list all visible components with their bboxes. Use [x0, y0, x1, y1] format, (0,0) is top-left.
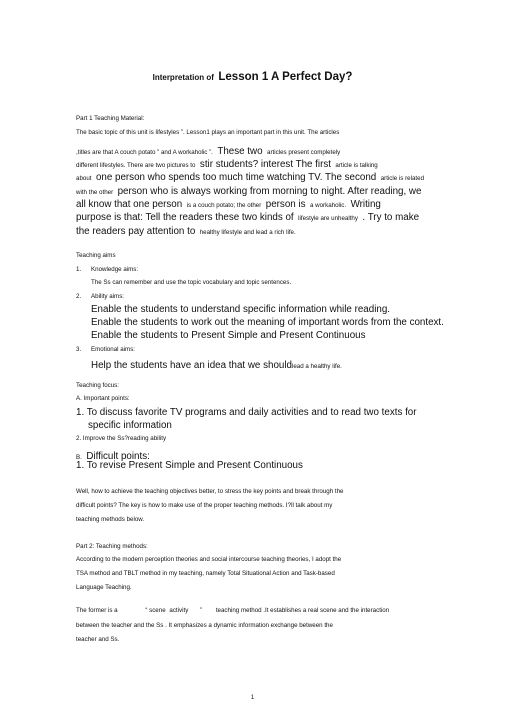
part1-line-6-large-1: all know that one person: [76, 199, 183, 210]
aim-3-text: [91, 356, 342, 372]
focus-heading: Teaching focus:: [76, 382, 119, 389]
part2-former-line-2: between the teacher and the Ss . It emphasizes a dynamic information exchange between the: [76, 622, 333, 629]
page-number: 1: [250, 695, 255, 701]
part1-line-8-large: the readers pay attention to: [76, 226, 196, 237]
part1-line-2-text: ,titles are that A couch potato ” and A workaholic ”.: [76, 149, 213, 156]
former-text-activity: activity: [169, 607, 189, 614]
part1-line-6-small-2: a workaholic.: [309, 202, 347, 209]
title-main: Lesson 1 A Perfect Day?: [218, 71, 353, 83]
part1-line-4-start: about: [76, 175, 92, 182]
part1-line-3-end: article is talking: [335, 162, 378, 169]
part1-line-1: The basic topic of this unit is lifestyles ”. Lesson1 plays an important part in this unit. The articles: [76, 129, 340, 136]
part2-line-3: Language Teaching.: [76, 584, 132, 591]
aim-2-text-1: Enable the students to understand specific information while reading.: [91, 304, 390, 315]
part1-line-8: [76, 222, 296, 238]
aim-1-label: Knowledge aims:: [91, 266, 139, 273]
important-points-label: A. Important points:: [76, 395, 130, 402]
methods-intro-line-1: Well, how to achieve the teaching objectives better, to stress the key points and break through the: [76, 488, 344, 495]
former-text-quote: ”: [200, 607, 203, 614]
part1-line-2-end: articles present completely: [267, 149, 341, 156]
aim-2: [76, 293, 124, 300]
difficult-point-1: 1. To revise Present Simple and Present Continuous: [76, 460, 303, 471]
part1-line-7-small: lifestyle are unhealthy: [298, 215, 358, 222]
methods-intro-line-2: difficult points? The key is how to make use of the proper teaching methods. I?ll talk about my: [76, 502, 333, 509]
former-text-rest: teaching method .It establishes a real scene and the interaction: [215, 607, 390, 614]
title-prefix: Interpretation of: [152, 73, 214, 82]
aim-2-text-3: Enable the students to Present Simple and Present Continuous: [91, 330, 366, 341]
important-point-2: 2. Improve the Ss?reading ability: [76, 435, 167, 442]
aim-3-label: Emotional aims:: [91, 346, 136, 353]
part2-line-2: TSA method and TBLT method in my teaching, namely Total Situational Action and Task-based: [76, 570, 335, 577]
methods-intro-line-3: teaching methods below.: [76, 516, 145, 523]
aim-2-number: 2.: [76, 293, 82, 300]
difficult-points-prefix: B.: [76, 454, 82, 461]
aim-1-number: 1.: [76, 266, 82, 273]
difficult-points-text: Difficult points:: [86, 451, 150, 462]
aim-3: [76, 346, 135, 353]
part1-line-5-large: person who is always working from morning to night. After reading, we: [117, 186, 422, 197]
part1-line-3-text: different lifestyles. There are two pictures to: [76, 162, 196, 169]
aim-3-text-small: lead a healthy life.: [291, 363, 342, 370]
aim-3-text-large: Help the students have an idea that we should: [91, 360, 292, 371]
part2-former-line-3: teacher and Ss.: [76, 636, 120, 643]
part1-line-7-large: purpose is that: Tell the readers these two kinds of: [76, 212, 294, 223]
aim-3-number: 3.: [76, 346, 82, 353]
aim-2-text-2: Enable the students to work out the meaning of important words from the context.: [91, 317, 444, 328]
page-title: [0, 67, 505, 85]
part1-line-6-large-3: Writing: [350, 199, 381, 210]
part1-line-8-small: healthy lifestyle and lead a rich life.: [199, 229, 296, 236]
part1-line-4-end: article is related: [380, 175, 425, 182]
aims-heading: Teaching aims: [76, 252, 116, 259]
part1-heading: Part 1 Teaching Material:: [76, 115, 145, 122]
aim-1: [76, 266, 138, 273]
aim-1-text: The Ss can remember and use the topic vocabulary and topic sentences.: [91, 279, 292, 286]
part2-line-1: According to the modern perception theories and social intercourse teaching theories, I adopt the: [76, 556, 342, 563]
former-text-a: The former is a: [76, 607, 118, 614]
part1-line-5-start: with the other: [76, 189, 114, 196]
part2-heading: Part 2: Teaching methods:: [76, 543, 148, 550]
former-text-scene: “ scene: [145, 607, 166, 614]
important-point-1-cont: specific information: [88, 420, 172, 431]
aim-2-label: Ability aims:: [91, 293, 125, 300]
part1-line-2-large: These two: [217, 146, 263, 157]
part1-line-4-large: one person who spends too much time watching TV. The second: [95, 172, 377, 183]
part1-line-6-large-2: person is: [265, 199, 306, 210]
part1-line-7-large-2: . Try to make: [362, 212, 420, 223]
part2-former-line-1: [76, 608, 389, 614]
part1-line-6-small-1: is a couch potato; the other: [186, 202, 262, 209]
part1-line-3-large: stir students? interest The first: [199, 159, 331, 170]
important-point-1: 1. To discuss favorite TV programs and daily activities and to read two texts for: [76, 407, 417, 418]
